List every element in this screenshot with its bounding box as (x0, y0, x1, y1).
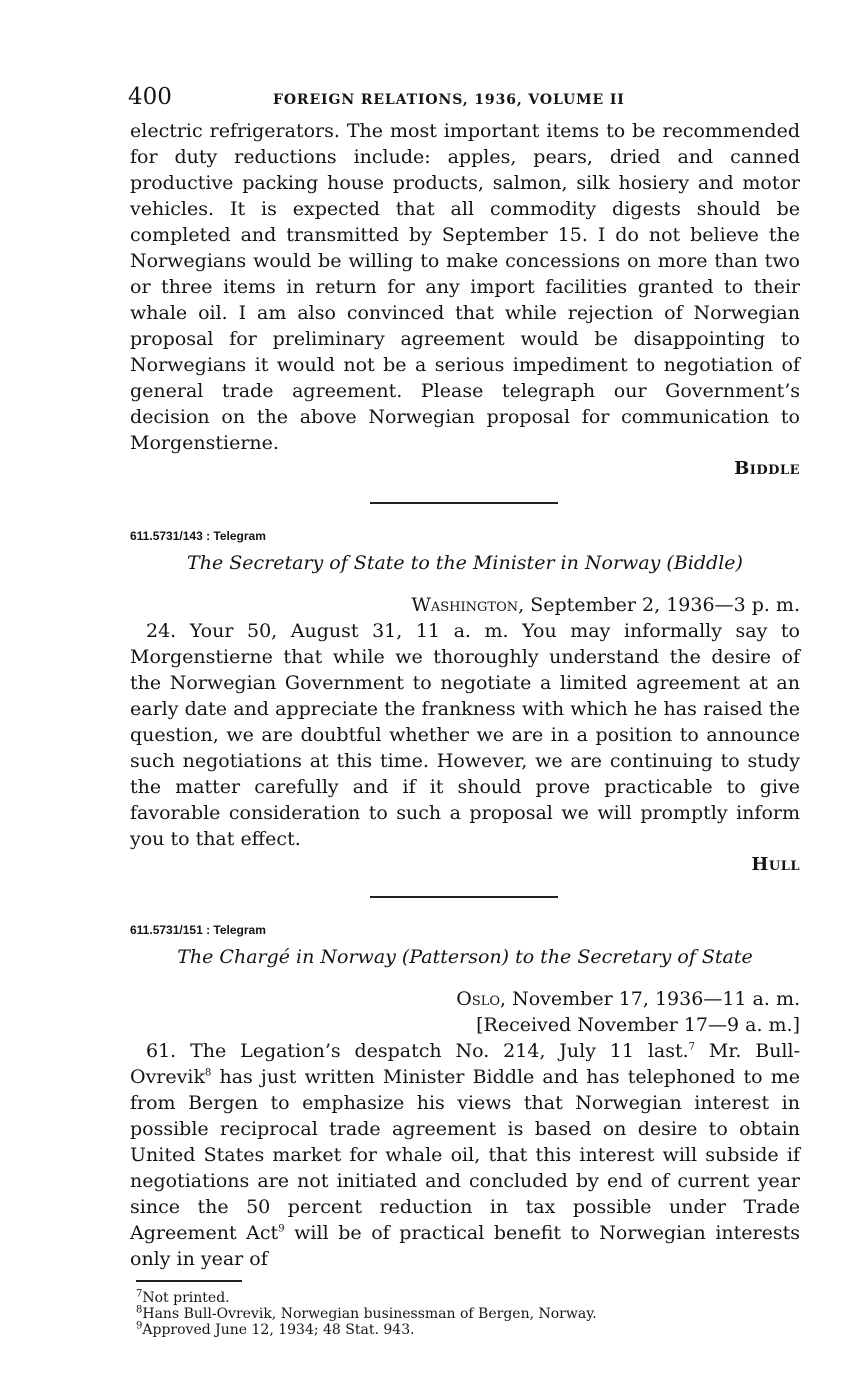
footnote-divider (136, 1280, 242, 1282)
footnote (136, 1290, 800, 1306)
footnote-text: Hans Bull-Ovrevik, Norwegian businessman of Bergen, Norway. (142, 1306, 597, 1322)
file-reference: 611.5731/143 : Telegram (130, 529, 266, 543)
footnote-text: Approved June 12, 1934; 48 Stat. 943. (142, 1322, 415, 1338)
footnote-ref: 9 (278, 1223, 285, 1235)
footnote-mark: 7 (136, 1288, 143, 1300)
received-line: [Received November 17—9 a. m.] (476, 1014, 800, 1036)
page-number: 400 (128, 84, 172, 110)
document-title: The Secretary of State to the Minister in Norway (Biddle) (187, 552, 743, 574)
para-text: has just written Minister Biddle and has telephoned to me from Bergen to emphasize his views that Norwegian interest in possible reciprocal trade agreement is based on desire to obtain United States market for whale oil, that this interest will subside if negotiations are not initiated and concluded by end of current year since the 50 percent reduction in tax possible under Trade Agreement Act (130, 1066, 800, 1244)
signature-hull: Hull (751, 854, 800, 875)
footnote (136, 1322, 800, 1338)
dateline (130, 592, 800, 618)
para-text: Mr. Bull-Ovrevik (130, 1040, 801, 1088)
dateline-place: Oslo, (456, 988, 507, 1010)
page-header (130, 84, 800, 118)
para-text: will be of practical benefit to Norwegian interests only in year of (130, 1222, 801, 1270)
file-reference: 611.5731/151 : Telegram (130, 923, 266, 937)
section-divider (370, 896, 558, 898)
dateline-date: November 17, 1936—11 a. m. (506, 988, 800, 1010)
footnote-mark: 9 (136, 1320, 143, 1332)
document-page (130, 84, 800, 1338)
footnote-text: Not printed. (142, 1290, 230, 1306)
para-text: 61. The Legation’s despatch No. 214, July 11 last. (146, 1040, 689, 1062)
dateline-date: September 2, 1936—3 p. m. (524, 594, 800, 616)
section-divider (370, 502, 558, 504)
footnote-ref: 7 (688, 1041, 696, 1053)
continued-paragraph: electric refrigerators. The most important items to be recommended for duty reductions include: apples, pears, dried and canned productive packing house products, salmon, silk hosiery and motor vehicles. It is expected that all commodity digests should be completed and transmitted by September 15. I do not believe the Norwegians would be willing to make concessions on more than two or three items in return for any import facilities granted to their whale oil. I am also convinced that while rejection of Norwegian proposal for preliminary agreement would be disappointing to Norwegians it would not be a serious impediment to negotiation of general trade agreement. Please telegraph our Government’s decision on the above Norwegian proposal for communication to Morgenstierne. (130, 120, 800, 454)
signature-biddle: Biddle (734, 458, 800, 479)
footnote (136, 1306, 800, 1322)
telegram-paragraph (130, 1038, 800, 1272)
document-title: The Chargé in Norway (Patterson) to the Secretary of State (177, 946, 753, 968)
footnote-mark: 8 (136, 1304, 143, 1316)
footnote-ref: 8 (204, 1067, 212, 1079)
dateline (130, 986, 800, 1012)
footnotes (130, 1290, 800, 1338)
running-title: FOREIGN RELATIONS, 1936, VOLUME II (273, 92, 625, 108)
telegram-paragraph: 24. Your 50, August 31, 11 a. m. You may informally say to Morgenstierne that while we thoroughly understand the desire of the Norwegian Government to negotiate a limited agreement at an early date and appreciate the frankness with which he has raised the question, we are doubtful whether we are in a position to announce such negotiations at this time. However, we are continuing to study the matter carefully and if it should prove practicable to give favorable consideration to such a proposal we will promptly inform you to that effect. (130, 620, 800, 850)
dateline-place: Washington, (411, 594, 525, 616)
